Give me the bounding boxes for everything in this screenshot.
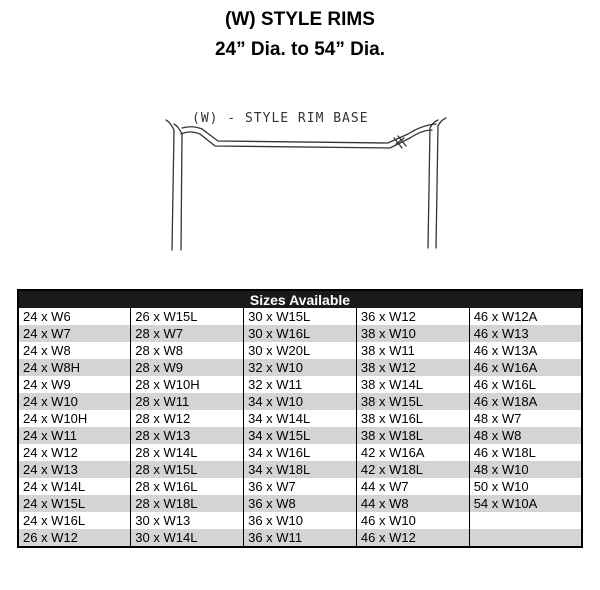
size-cell: 44 x W8 — [356, 495, 469, 512]
size-cell: 38 x W10 — [356, 325, 469, 342]
size-cell: 28 x W7 — [131, 325, 244, 342]
page-title: (W) STYLE RIMS — [225, 9, 375, 30]
size-cell: 28 x W14L — [131, 444, 244, 461]
size-cell: 24 x W8 — [18, 342, 131, 359]
table-row — [18, 529, 582, 547]
table-heading: Sizes Available — [18, 290, 582, 308]
table-row — [18, 410, 582, 427]
sizes-table — [17, 289, 583, 548]
table-row — [18, 308, 582, 325]
size-cell: 28 x W11 — [131, 393, 244, 410]
size-cell: 48 x W10 — [469, 461, 582, 478]
size-cell: 30 x W16L — [244, 325, 357, 342]
size-cell: 34 x W10 — [244, 393, 357, 410]
size-cell: 24 x W10H — [18, 410, 131, 427]
size-cell: 24 x W12 — [18, 444, 131, 461]
size-cell: 50 x W10 — [469, 478, 582, 495]
size-cell: 34 x W16L — [244, 444, 357, 461]
size-cell: 32 x W10 — [244, 359, 357, 376]
size-cell: 24 x W8H — [18, 359, 131, 376]
size-cell: 38 x W12 — [356, 359, 469, 376]
size-cell: 28 x W10H — [131, 376, 244, 393]
size-cell: 46 x W12A — [469, 308, 582, 325]
size-cell: 36 x W10 — [244, 512, 357, 529]
size-cell: 34 x W15L — [244, 427, 357, 444]
size-cell: 38 x W18L — [356, 427, 469, 444]
size-cell: 30 x W14L — [131, 529, 244, 547]
size-cell: 38 x W14L — [356, 376, 469, 393]
size-cell: 28 x W8 — [131, 342, 244, 359]
table-row — [18, 427, 582, 444]
size-cell: 24 x W6 — [18, 308, 131, 325]
size-cell: 54 x W10A — [469, 495, 582, 512]
table-row — [18, 512, 582, 529]
size-cell: 24 x W16L — [18, 512, 131, 529]
size-cell: 38 x W15L — [356, 393, 469, 410]
size-cell: 30 x W13 — [131, 512, 244, 529]
table-row — [18, 495, 582, 512]
size-cell: 46 x W13A — [469, 342, 582, 359]
size-cell: 46 x W16A — [469, 359, 582, 376]
sizes-table-body — [18, 308, 582, 547]
size-cell: 28 x W13 — [131, 427, 244, 444]
size-cell: 28 x W15L — [131, 461, 244, 478]
table-row — [18, 444, 582, 461]
size-cell: 46 x W13 — [469, 325, 582, 342]
table-row — [18, 342, 582, 359]
page-subtitle: 24” Dia. to 54” Dia. — [214, 39, 385, 60]
table-row — [18, 393, 582, 410]
size-cell: 42 x W16A — [356, 444, 469, 461]
size-cell: 38 x W16L — [356, 410, 469, 427]
size-cell: 24 x W15L — [18, 495, 131, 512]
table-row — [18, 461, 582, 478]
table-row — [18, 359, 582, 376]
size-cell: 28 x W12 — [131, 410, 244, 427]
size-cell: 36 x W11 — [244, 529, 357, 547]
size-cell: 24 x W13 — [18, 461, 131, 478]
size-cell: 30 x W20L — [244, 342, 357, 359]
size-cell: 36 x W8 — [244, 495, 357, 512]
size-cell: 36 x W7 — [244, 478, 357, 495]
size-cell: 26 x W12 — [18, 529, 131, 547]
size-cell: 26 x W15L — [131, 308, 244, 325]
size-cell: 28 x W16L — [131, 478, 244, 495]
size-cell: 32 x W11 — [244, 376, 357, 393]
size-cell — [469, 512, 582, 529]
size-cell: 36 x W12 — [356, 308, 469, 325]
size-cell: 42 x W18L — [356, 461, 469, 478]
size-cell: 28 x W9 — [131, 359, 244, 376]
size-cell: 34 x W14L — [244, 410, 357, 427]
table-row — [18, 325, 582, 342]
table-row — [18, 478, 582, 495]
rim-cross-section-drawing — [160, 98, 450, 258]
size-cell: 46 x W18L — [469, 444, 582, 461]
size-cell: 46 x W10 — [356, 512, 469, 529]
size-cell: 28 x W18L — [131, 495, 244, 512]
size-cell: 44 x W7 — [356, 478, 469, 495]
size-cell: 24 x W11 — [18, 427, 131, 444]
size-cell: 24 x W14L — [18, 478, 131, 495]
size-cell — [469, 529, 582, 547]
size-cell: 48 x W7 — [469, 410, 582, 427]
size-cell: 46 x W16L — [469, 376, 582, 393]
size-cell: 38 x W11 — [356, 342, 469, 359]
size-cell: 24 x W7 — [18, 325, 131, 342]
size-cell: 30 x W15L — [244, 308, 357, 325]
table-row — [18, 376, 582, 393]
size-cell: 34 x W18L — [244, 461, 357, 478]
diagram-label: (W) - STYLE RIM BASE — [192, 111, 369, 126]
size-cell: 48 x W8 — [469, 427, 582, 444]
size-cell: 46 x W18A — [469, 393, 582, 410]
size-cell: 24 x W10 — [18, 393, 131, 410]
size-cell: 46 x W12 — [356, 529, 469, 547]
size-cell: 24 x W9 — [18, 376, 131, 393]
